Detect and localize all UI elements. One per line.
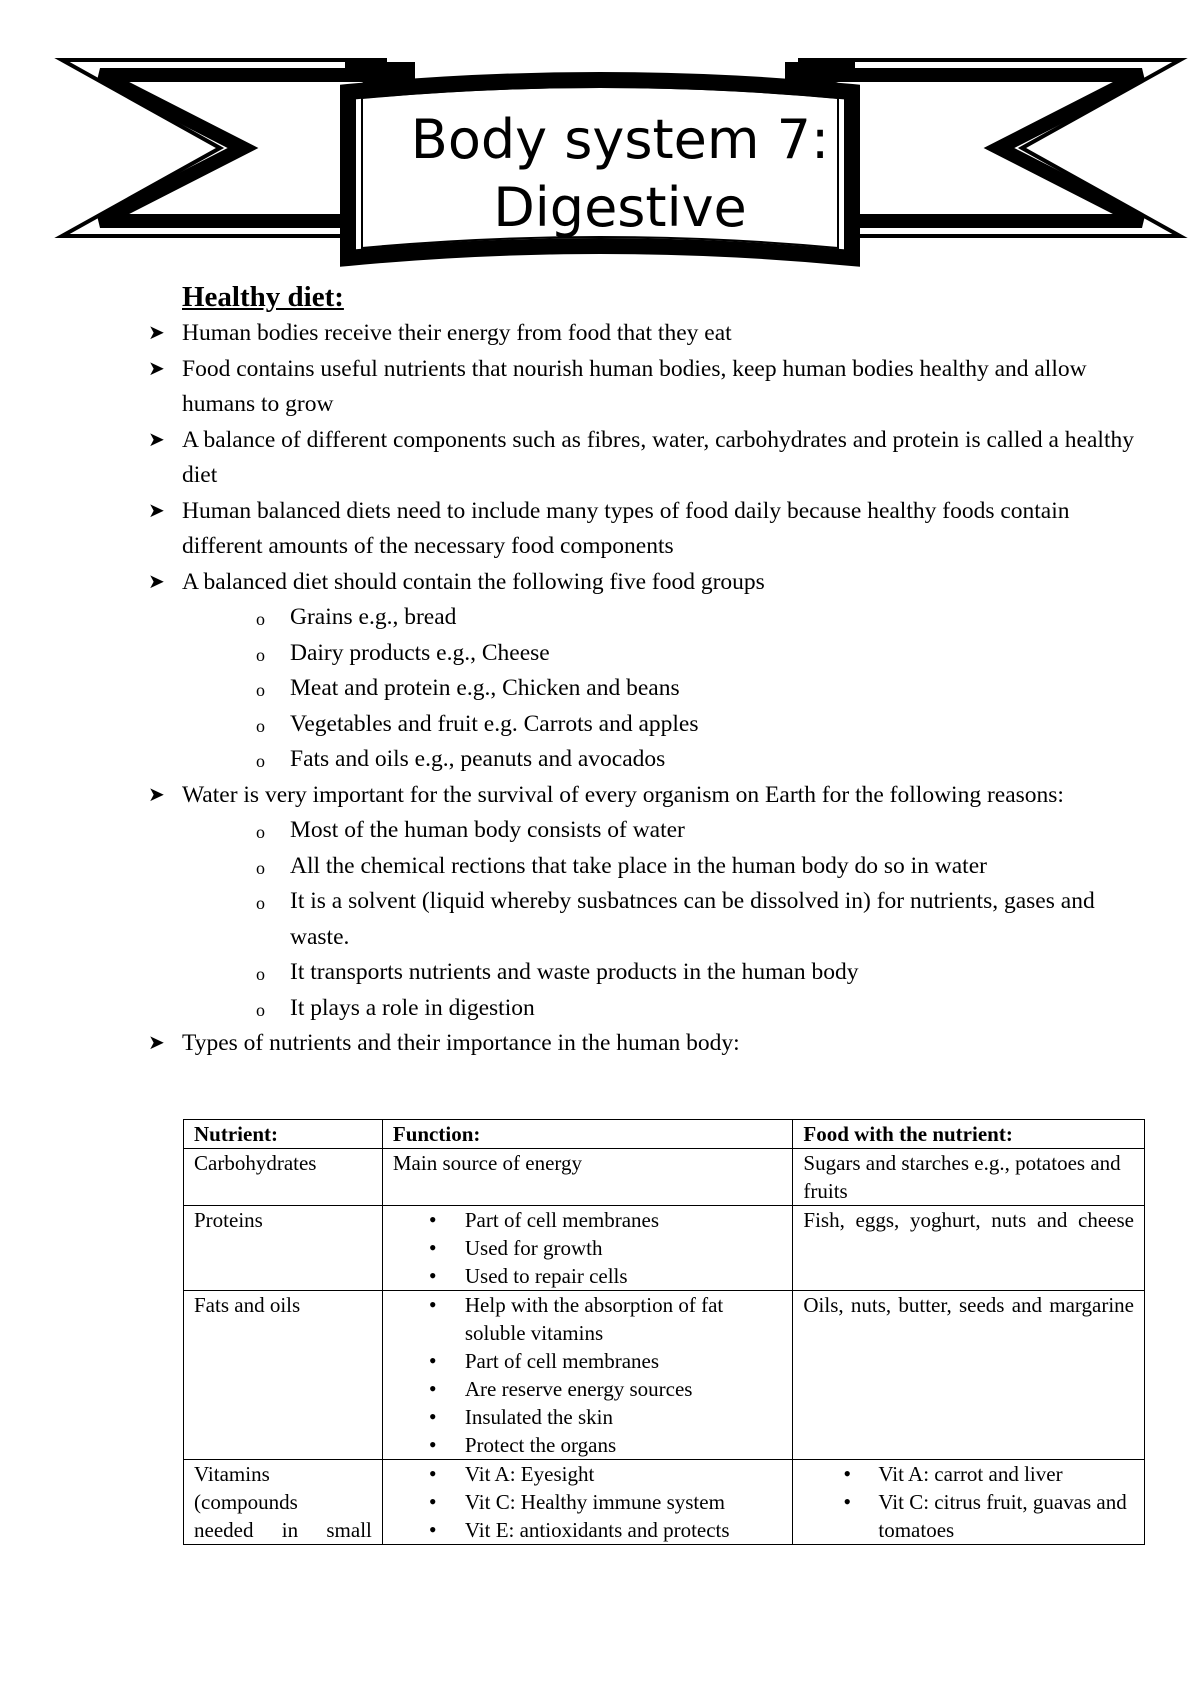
nutrient-cell: Fats and oils — [184, 1291, 383, 1460]
function-item: • Part of cell membranes — [393, 1347, 783, 1375]
function-item: • Part of cell membranes — [393, 1206, 783, 1234]
circle-bullet-icon: o — [256, 680, 265, 700]
sub-list-item — [182, 636, 1148, 672]
sub-list-item — [182, 849, 1148, 885]
circle-bullet-icon: o — [256, 999, 265, 1020]
table-header-cell: Food with the nutrient: — [793, 1120, 1145, 1149]
title-line-2: Digestive — [493, 176, 747, 239]
bullet-list — [148, 316, 1148, 1062]
bullet-item — [148, 352, 1148, 423]
nutrient-line: needed in small — [194, 1518, 372, 1542]
bullet-item — [148, 316, 1148, 352]
sub-list-item — [182, 813, 1148, 849]
nutrient-cell — [184, 1460, 383, 1545]
table-row — [184, 1149, 1145, 1206]
nutrient-line: Vitamins — [194, 1462, 270, 1486]
bullet-item — [148, 778, 1148, 1027]
function-cell — [382, 1460, 793, 1545]
bullet-text: Human balanced diets need to include many types of food daily because healthy foods contain different amounts of the necessary food components — [182, 497, 1070, 559]
content — [148, 278, 1148, 1062]
nutrients-table — [183, 1119, 1145, 1545]
food-groups-list — [182, 600, 1148, 778]
circle-bullet-icon: o — [256, 715, 265, 736]
function-list — [393, 1206, 783, 1290]
sub-list-item — [182, 707, 1148, 743]
sub-item-text: Fats and oils e.g., peanuts and avocados — [290, 746, 666, 772]
circle-bullet-icon: o — [256, 822, 265, 842]
food-cell: Oils, nuts, butter, seeds and margarine — [793, 1291, 1145, 1460]
function-item: • Used for growth — [393, 1234, 783, 1262]
food-item: • Vit A: carrot and liver — [803, 1460, 1134, 1488]
sub-item-text: All the chemical rections that take place in the human body do so in water — [290, 852, 987, 879]
table-header-cell: Nutrient: — [184, 1120, 383, 1149]
food-cell — [793, 1460, 1145, 1545]
sub-item-text: Most of the human body consists of water — [290, 817, 685, 843]
arrow-bullet-icon: ➤ — [148, 322, 165, 344]
function-list — [393, 1291, 783, 1459]
circle-bullet-icon: o — [256, 609, 265, 629]
sub-item-text: Grains e.g., bread — [290, 604, 457, 630]
bullet-text: Types of nutrients and their importance in the human body: — [182, 1030, 740, 1056]
bullet-item — [148, 423, 1148, 494]
function-item: • Insulated the skin — [393, 1403, 783, 1431]
bullet-item — [148, 494, 1148, 565]
arrow-bullet-icon: ➤ — [148, 428, 165, 451]
bullet-text: Food contains useful nutrients that nourish human bodies, keep human bodies healthy and allow humans to grow — [182, 355, 1087, 417]
table-row — [184, 1206, 1145, 1291]
circle-bullet-icon: o — [256, 751, 265, 771]
arrow-bullet-icon: ➤ — [148, 783, 165, 806]
arrow-bullet-icon: ➤ — [148, 1032, 165, 1054]
function-cell — [382, 1291, 793, 1460]
bullet-text: Water is very important for the survival of every organism on Earth for the following reasons: — [182, 781, 1064, 808]
arrow-bullet-icon: ➤ — [148, 570, 165, 593]
food-cell: Sugars and starches e.g., potatoes and fruits — [793, 1149, 1145, 1206]
table-header-row — [184, 1120, 1145, 1149]
sub-item-text: Vegetables and fruit e.g. Carrots and apples — [290, 710, 699, 737]
sub-list-item — [182, 742, 1148, 778]
sub-item-text: It is a solvent (liquid whereby susbatnces can be dissolved in) for nutrients, gases and waste. — [290, 888, 1095, 950]
table-row — [184, 1460, 1145, 1545]
function-item: • Vit E: antioxidants and protects — [393, 1516, 783, 1544]
function-item: • Vit C: Healthy immune system — [393, 1488, 783, 1516]
sub-list-item — [182, 955, 1148, 991]
function-item: • Are reserve energy sources — [393, 1375, 783, 1403]
nutrient-line: (compounds — [194, 1490, 298, 1514]
circle-bullet-icon: o — [256, 857, 265, 878]
circle-bullet-icon: o — [256, 893, 265, 913]
function-item: • Used to repair cells — [393, 1262, 783, 1290]
bullet-text: Human bodies receive their energy from food that they eat — [182, 320, 732, 346]
sub-list-item — [182, 600, 1148, 636]
arrow-bullet-icon: ➤ — [148, 499, 165, 522]
nutrient-cell: Carbohydrates — [184, 1149, 383, 1206]
bullet-text: A balanced diet should contain the following five food groups — [182, 568, 765, 595]
nutrient-cell: Proteins — [184, 1206, 383, 1291]
bullet-item — [148, 1026, 1148, 1062]
food-item: • Vit C: citrus fruit, guavas and tomatoes — [803, 1488, 1134, 1544]
food-list — [803, 1460, 1134, 1544]
table-header-cell: Function: — [382, 1120, 793, 1149]
function-cell: Main source of energy — [382, 1149, 793, 1206]
sub-list-item — [182, 671, 1148, 707]
food-cell: Fish, eggs, yoghurt, nuts and cheese — [793, 1206, 1145, 1291]
function-cell — [382, 1206, 793, 1291]
function-item: • Vit A: Eyesight — [393, 1460, 783, 1488]
water-reasons-list — [182, 813, 1148, 1026]
title-line-1: Body system 7: — [410, 108, 830, 171]
bullet-item — [148, 565, 1148, 778]
circle-bullet-icon: o — [256, 644, 265, 665]
sub-list-item — [182, 884, 1148, 955]
sub-item-text: It plays a role in digestion — [290, 994, 535, 1021]
sub-item-text: Dairy products e.g., Cheese — [290, 639, 550, 666]
bullet-text: A balance of different components such as fibres, water, carbohydrates and protein is called a healthy diet — [182, 426, 1134, 488]
sub-item-text: It transports nutrients and waste products in the human body — [290, 959, 859, 985]
circle-bullet-icon: o — [256, 964, 265, 984]
function-item: • Protect the organs — [393, 1431, 783, 1459]
section-heading: Healthy diet: — [182, 281, 344, 313]
function-list — [393, 1460, 783, 1544]
sub-list-item — [182, 991, 1148, 1027]
arrow-bullet-icon: ➤ — [148, 357, 165, 380]
sub-item-text: Meat and protein e.g., Chicken and beans — [290, 675, 680, 701]
table-row — [184, 1291, 1145, 1460]
page-title — [350, 106, 890, 242]
function-item: • Help with the absorption of fat soluble vitamins — [393, 1291, 783, 1347]
